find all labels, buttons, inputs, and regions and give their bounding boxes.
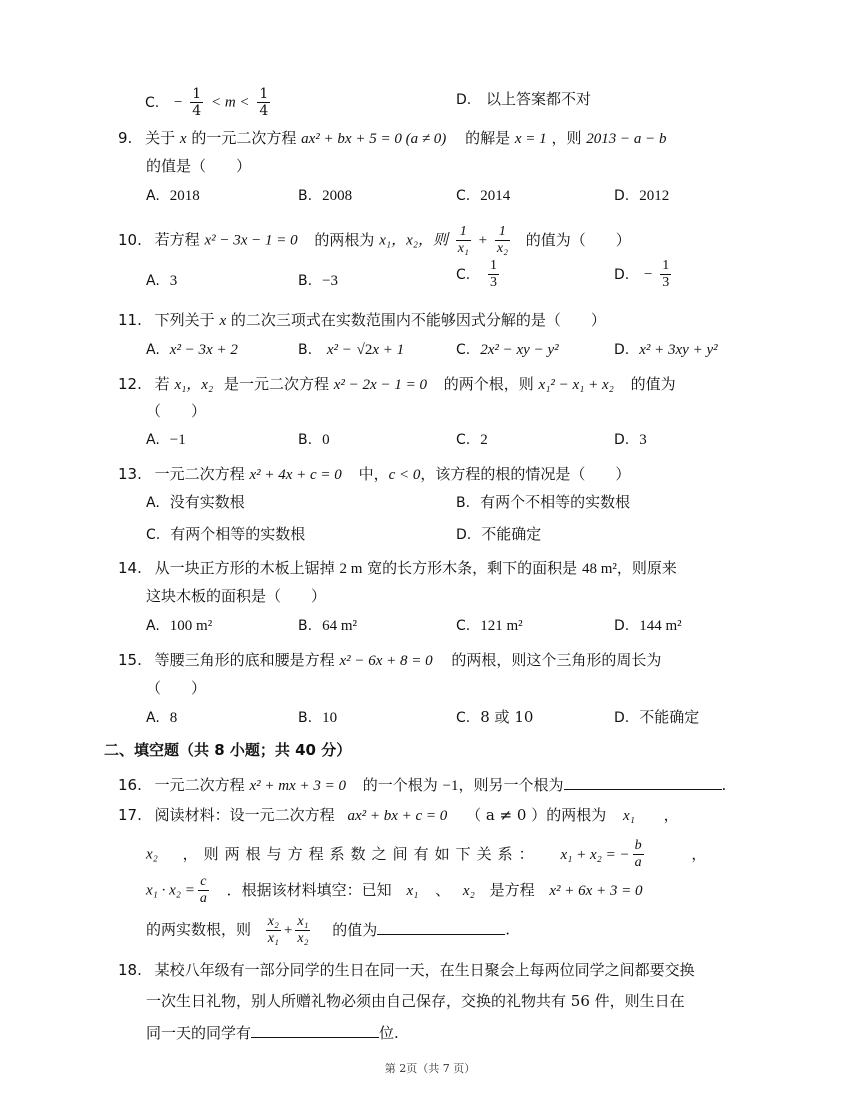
question-12-line-2: （ ）: [146, 402, 207, 420]
q9-option-d: D. 2012: [614, 188, 670, 204]
q12-option-d: D. 3: [614, 432, 647, 448]
q11-option-d: D. x² + 3xy + y²: [614, 342, 718, 358]
q9-option-c: C. 2014: [456, 188, 511, 204]
q12-option-b: B. 0: [298, 432, 330, 448]
q11-option-b: B. x² − √2x + 1: [298, 342, 405, 358]
question-number: 18.: [118, 961, 142, 979]
equation: x² + mx + 3 = 0: [249, 778, 346, 794]
fraction: $\frac{b}{a}$: [634, 838, 642, 870]
question-15-line-2: （ ）: [146, 679, 207, 697]
q14-option-c: C. 121 m²: [456, 618, 523, 634]
q14-option-b: B. 64 m²: [298, 618, 357, 634]
q13-option-d: D. 不能确定: [456, 525, 542, 543]
question-number: 12.: [118, 375, 142, 393]
q12-option-a: A. −1: [146, 432, 186, 448]
q10-option-b: B. −3: [298, 273, 339, 289]
question-number: 13.: [118, 465, 142, 483]
question-9-line-1: 9. 关于 x 的一元二次方程 ax² + bx + 5 = 0 (a ≠ 0) 的解是 x = 1 ，则 2013 − a − b: [118, 129, 667, 147]
fraction: $\frac{1}{\text{x₂}}$: [496, 224, 508, 256]
section-title: 二、填空题（共 8 小题；共 40 分）: [104, 741, 352, 759]
q11-option-a: A. x² − 3x + 2: [146, 342, 238, 358]
q15-option-d: D. 不能确定: [614, 708, 700, 726]
answer-blank[interactable]: [251, 1021, 379, 1038]
question-14-line-2: 这块木板的面积是（ ）: [146, 587, 327, 605]
question-15-line-1: 15. 等腰三角形的底和腰是方程 x² − 6x + 8 = 0 的两根，则这个三角形的周长为: [118, 651, 662, 669]
question-11-line-1: 11. 下列关于 x 的二次三项式在实数范围内不能够因式分解的是（ ）: [118, 311, 606, 329]
q13-option-b: B. 有两个不相等的实数根: [456, 493, 631, 511]
question-9-line-2: 的值是（ ）: [146, 157, 252, 175]
question-13-line-1: 13. 一元二次方程 x² + 4x + c = 0 中，c < 0，该方程的根的情况是（ ）: [118, 465, 631, 483]
equation: x² − 3x − 1 = 0: [204, 232, 298, 249]
question-18-line-2: 一次生日礼物，别人所赠礼物必须由自己保存，交换的礼物共有 56 件，则生日在: [146, 992, 685, 1010]
option-letter: C.: [145, 94, 160, 111]
answer-blank[interactable]: [377, 918, 505, 935]
question-12-line-1: 12. 若 x₁，x₂ 是一元二次方程 x² − 2x − 1 = 0 的两个根，则 x₁² − x₁ + x₂ 的值为: [118, 375, 676, 393]
question-number: 11.: [118, 311, 142, 329]
q10-option-a: A. 3: [146, 273, 178, 289]
question-17-line-4: 的两实数根，则 $\frac{\text{x₂}}{\text{x₁}}$ + $\frac{\text{x₁}}{\text{x₂}}$ 的值为 .: [146, 914, 511, 946]
question-18-line-1: 18. 某校八年级有一部分同学的生日在同一天，在生日聚会上每两位同学之间都要交换: [118, 961, 695, 979]
option-letter: D.: [456, 92, 472, 108]
equation: x² + 6x + 3 = 0: [549, 882, 643, 899]
q10-option-c: C. $\frac{1}{3}$: [456, 258, 498, 290]
q13-option-c: C. 有两个相等的实数根: [146, 525, 306, 543]
q8-option-d: D. 以上答案都不对: [456, 90, 592, 108]
question-number: 9.: [118, 129, 133, 147]
question-10-line-1: 10. 若方程 x² − 3x − 1 = 0 的两根为 x₁，x₂，则 $\frac{1}{\text{x₁}}$ + $\frac{1}{\text{x₂}}$ 的值为（ ）: [118, 224, 631, 256]
answer-blank[interactable]: [564, 773, 722, 790]
q9-option-b: B. 2008: [298, 188, 353, 204]
question-16-line-1: 16. 一元二次方程 x² + mx + 3 = 0 的一个根为 −1，则另一个根为 .: [118, 773, 726, 797]
question-17-line-1: 17. 阅读材料：设一元二次方程 ax² + bx + c = 0 （ a ≠ 0 ）的两根为 x₁ ，: [118, 806, 679, 824]
q14-option-d: D. 144 m²: [614, 618, 682, 634]
fraction: $\frac{\text{x₂}}{\text{x₁}}$: [267, 914, 279, 946]
equation: x² − 6x + 8 = 0: [339, 653, 433, 669]
question-14-line-1: 14. 从一块正方形的木板上锯掉 2 m 宽的长方形木条，剩下的面积是 48 m²，则原来: [118, 559, 677, 577]
fraction: $\frac{1}{3}$: [490, 258, 498, 290]
question-number: 14.: [118, 559, 142, 577]
q15-option-c: C. 8 或 10: [456, 708, 534, 726]
question-number: 16.: [118, 776, 142, 794]
question-18-line-3: 同一天的同学有 位.: [146, 1021, 399, 1044]
equation: ax² + bx + 5 = 0 (a ≠ 0): [301, 131, 447, 147]
question-number: 17.: [118, 806, 142, 824]
page-footer: 第 2页（共 7 页）: [384, 1062, 476, 1075]
fraction: $\frac{1}{3}$: [662, 258, 670, 290]
q12-option-c: C. 2: [456, 432, 488, 448]
equation: x² − 2x − 1 = 0: [333, 377, 427, 393]
question-number: 15.: [118, 651, 142, 669]
fraction: $\frac{1}{\text{x₁}}$: [457, 224, 469, 256]
fraction: $\frac{1}{4}$: [192, 86, 202, 119]
question-number: 10.: [118, 230, 142, 249]
q13-option-a: A. 没有实数根: [146, 493, 245, 511]
q15-option-b: B. 10: [298, 710, 338, 726]
equation: ax² + bx + c = 0: [347, 808, 448, 824]
q11-option-c: C. 2x² − xy − y²: [456, 342, 559, 358]
question-17-line-2: x₂ ，则两根与方程系数之间有如下关系： x₁ + x₂ = − $\frac{b}{a}$ ，: [146, 838, 707, 870]
fraction: $\frac{c}{a}$: [199, 874, 207, 906]
question-17-line-3: x₁ · x₂ = $\frac{c}{a}$ ．根据该材料填空：已知 x₁ 、 x₂ 是方程 x² + 6x + 3 = 0: [146, 874, 643, 906]
q15-option-a: A. 8: [146, 710, 178, 726]
q9-option-a: A. 2018: [146, 188, 200, 204]
fraction: $\frac{\text{x₁}}{\text{x₂}}$: [297, 914, 309, 946]
q8-option-c: C. − $\frac{1}{4}$ < m < $\frac{1}{4}$: [145, 86, 269, 119]
q10-option-d: D. − $\frac{1}{3}$: [614, 258, 670, 290]
fraction: $\frac{1}{4}$: [259, 86, 269, 119]
equation: x² + 4x + c = 0: [249, 467, 342, 483]
q14-option-a: A. 100 m²: [146, 618, 213, 634]
